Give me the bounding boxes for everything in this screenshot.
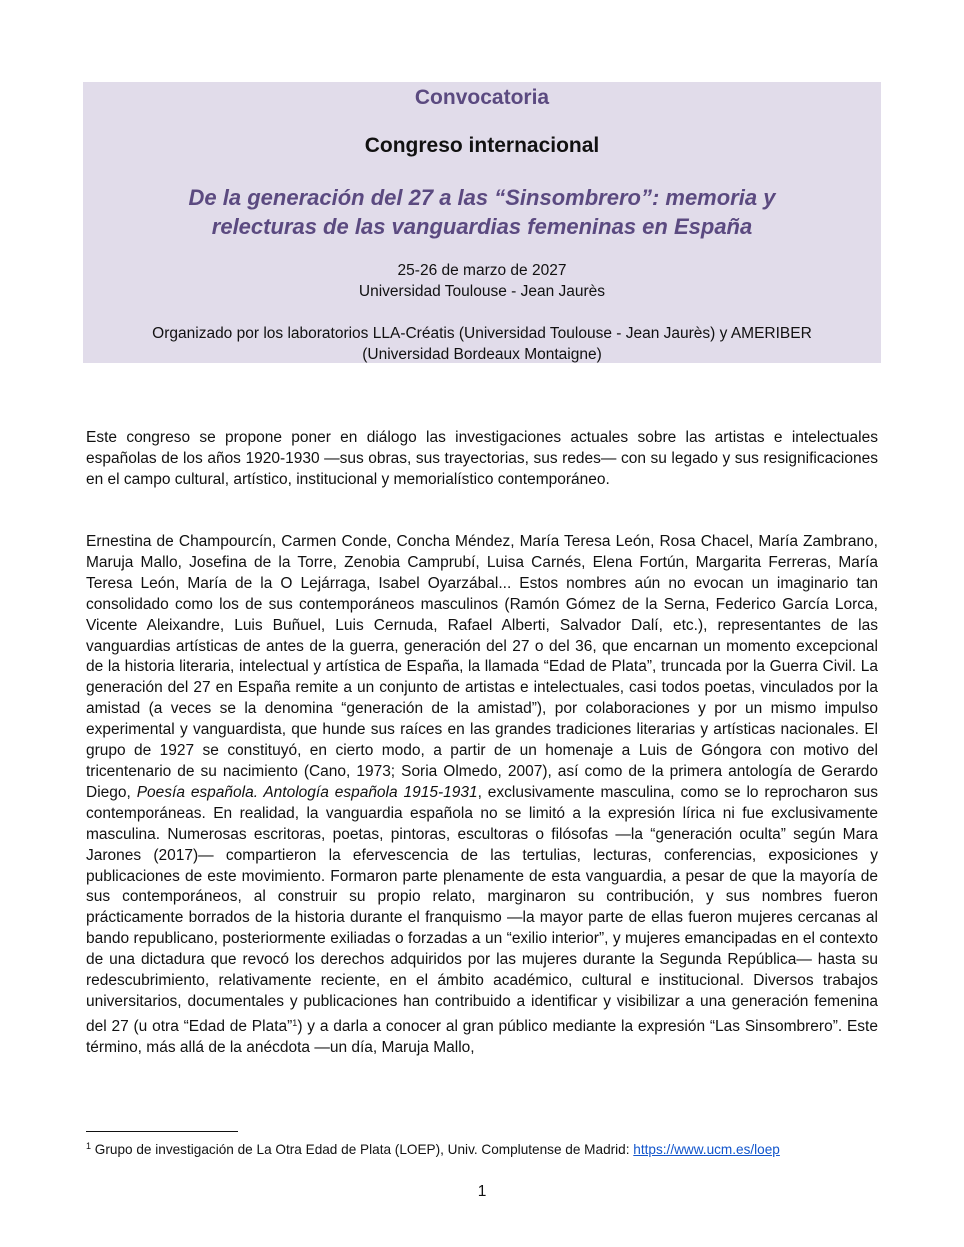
anthology-title: Poesía española. Antología española 1915-1931 (136, 783, 478, 801)
event-title (83, 183, 881, 241)
call-label: Convocatoria (414, 86, 550, 109)
context-paragraph (86, 532, 878, 1059)
event-info (83, 260, 881, 302)
event-venue: Universidad Toulouse - Jean Jaurès (358, 283, 606, 300)
call-header-box (83, 82, 881, 363)
event-type: Congreso internacional (364, 134, 600, 157)
page-number: 1 (477, 1183, 487, 1200)
event-date: 25-26 de marzo de 2027 (397, 262, 567, 279)
footnote-separator (86, 1131, 238, 1132)
footnote-link[interactable]: https://www.ucm.es/loep (633, 1142, 780, 1157)
context-text-b: , exclusivamente masculina, como se lo reprocharon sus contemporáneas. En realidad, la vanguardia española no se limitó a la expresión lírica ni fue exclusivamente masculina. Numerosas escritoras, poetas, pintoras, escultoras o filósofas —la “generación oculta” según Mara Jarones (2017)— compartieron la efervescencia de las tertulias, lecturas, conferencias, exposiciones y publicaciones de este movimiento. Formaron parte plenamente de esta vanguardia, a pesar de que la mayoría de sus contemporáneos, al construir su propio relato, marginaron su contribución, y sus nombres fueron prácticamente borrados de la historia durante el franquismo —la mayor parte de ellas fueron mujeres cercanas al bando republicano, posteriormente exiliadas o forzadas a un “exilio interior”, y mujeres emancipadas en el contexto de una dictadura que revocó los derechos adquiridos por las mujeres durante la Segunda República— hasta su redescubrimiento, relativamente reciente, en el ámbito académico, cultural e institucional. Diversos trabajos universitarios, documentales y publicaciones han contribuido a identificar y visibilizar a una generación femenina del 27 (u otra “Edad de Plata” (86, 783, 878, 1035)
context-text-a: Ernestina de Champourcín, Carmen Conde, Concha Méndez, María Teresa León, Rosa Chacel, María Zambrano, Maruja Mallo, Josefina de la Torre, Zenobia Camprubí, Luisa Carnés, Elena Fortún, Margarita Ferreras, María Teresa León, María de la O Lejárraga, Isabel Oyarzábal... Estos nombres aún no evocan un imaginario tan consolidado como los de sus contemporáneos masculinos (Ramón Gómez de la Serna, Federico García Lorca, Vicente Aleixandre, Luis Buñuel, Luis Cernuda, Rafael Alberti, Salvador Dalí, etc.), representantes de las vanguardias artísticas de antes de la guerra, generación del 27 o del 36, que encarnan un momento excepcional de la historia literaria, intelectual y artística de España, la llamada “Edad de Plata”, truncada por la Guerra Civil. La generación del 27 en España remite a un conjunto de artistas e intelectuales, casi todos poetas, vinculados por la amistad (a veces se la denomina “generación de la amistad”), por colaboraciones y por un mismo impulso experimental y vanguardista, que hunde sus raíces en las grandes tradiciones literarias y artísticas nacionales. El grupo de 1927 se constituyó, en cierto modo, a partir de un homenaje a Luis de Góngora con motivo del tricentenario de su nacimiento (Cano, 1973; Soria Olmedo, 2007), así como de la primera antología de Gerardo Diego, (86, 533, 878, 801)
organizers-line1: Organizado por los laboratorios LLA-Créatis (Universidad Toulouse - Jean Jaurès) y AMERIBER (152, 325, 812, 342)
footnote-text: Grupo de investigación de La Otra Edad de Plata (LOEP), Univ. Complutense de Madrid: (91, 1142, 634, 1157)
event-title-line2: relecturas de las vanguardias femeninas en España (211, 214, 753, 239)
organizers-line2: (Universidad Bordeaux Montaigne) (362, 346, 602, 363)
footnote (86, 1141, 886, 1157)
organizers (83, 323, 881, 365)
footnote-reference[interactable]: 1 (292, 1017, 298, 1028)
intro-paragraph: Este congreso se propone poner en diálogo las investigaciones actuales sobre las artistas e intelectuales españolas de los años 1920-1930 —sus obras, sus trayectorias, sus redes— con su legado y sus resignificaciones en el campo cultural, artístico, institucional y memorialístico contemporáneo. (86, 429, 878, 488)
event-title-line1: De la generación del 27 a las “Sinsombrero”: memoria y (188, 185, 776, 210)
context-text-c: ) y a darla a conocer al gran público mediante la expresión “Las Sinsombrero”. Este término, más allá de la anécdota —un día, Maruja Mallo, (86, 1017, 878, 1056)
footnote-number: 1 (86, 1141, 92, 1151)
